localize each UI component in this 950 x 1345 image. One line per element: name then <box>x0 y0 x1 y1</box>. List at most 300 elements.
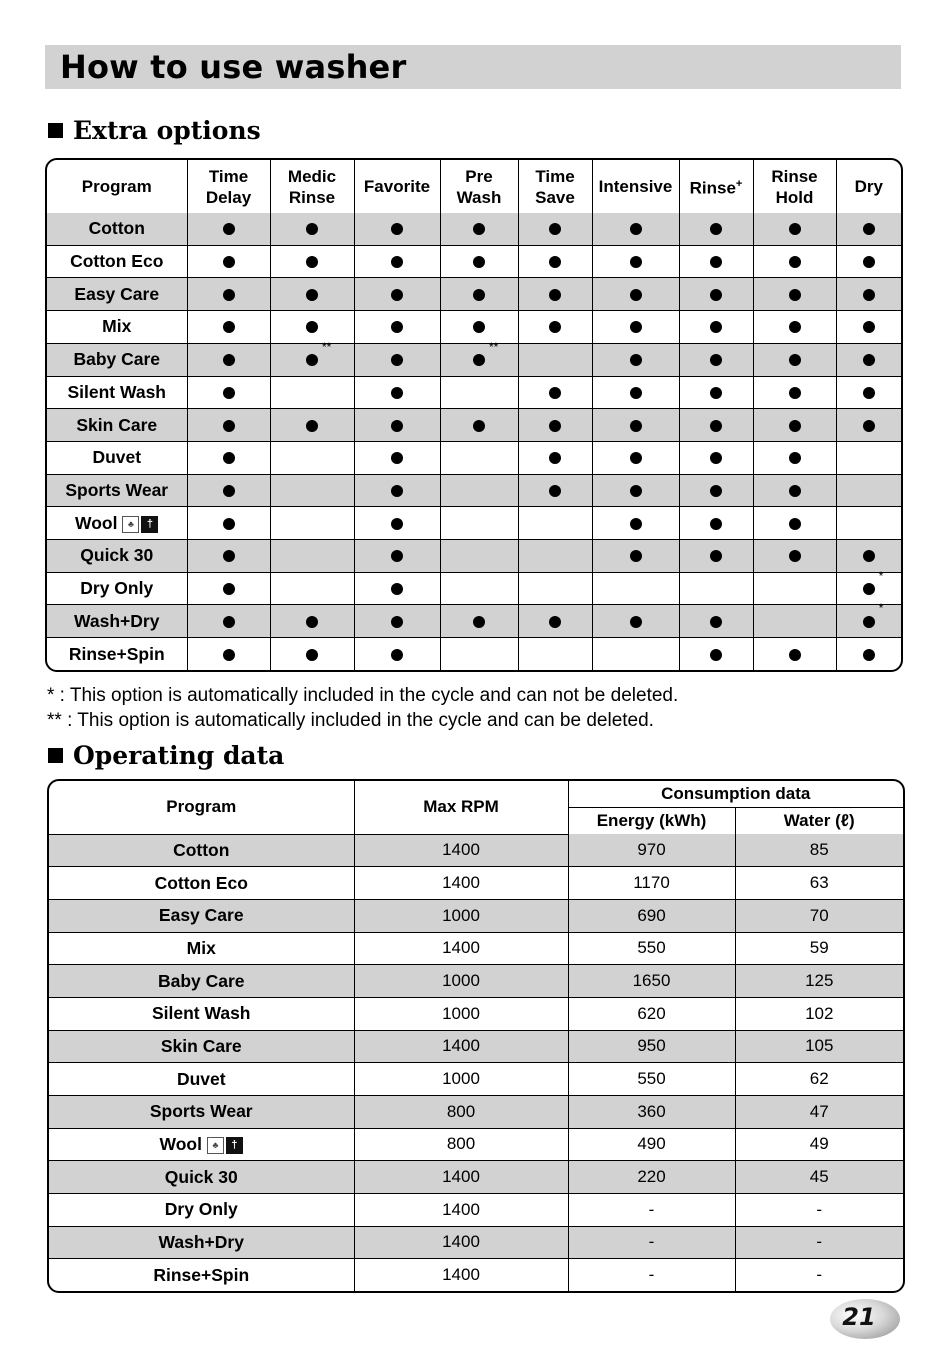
option-cell-time-delay <box>187 474 270 507</box>
footnote-marker: * <box>878 568 884 583</box>
program-name <box>49 1095 354 1128</box>
option-cell-time-delay <box>187 638 270 670</box>
option-cell-dry <box>836 245 901 278</box>
max-rpm-value: 1400 <box>354 1030 568 1063</box>
option-cell-favorite <box>354 311 440 344</box>
option-cell-time-delay <box>187 409 270 442</box>
wool-program-icon <box>207 1137 243 1154</box>
column-header-program: Program <box>47 160 187 213</box>
option-cell-rinse <box>679 245 753 278</box>
energy-value: - <box>568 1259 735 1291</box>
max-rpm-value: 1000 <box>354 1063 568 1096</box>
table-row <box>47 540 901 573</box>
header-water: Water (ℓ) <box>735 808 903 835</box>
program-label: Skin Care <box>76 414 158 435</box>
option-cell-time-delay <box>187 572 270 605</box>
program-name <box>49 1193 354 1226</box>
option-cell-rinse-hold <box>753 441 836 474</box>
option-cell-medic-rinse <box>270 605 354 638</box>
option-cell-rinse <box>679 441 753 474</box>
operating-data-header-row <box>49 781 903 808</box>
option-cell-medic-rinse <box>270 339 354 376</box>
table-row <box>49 1193 903 1226</box>
operating-data-table-box <box>47 779 905 1293</box>
program-label: Cotton Eco <box>70 251 164 272</box>
program-label: Cotton <box>173 839 230 860</box>
option-available-dot-icon <box>549 616 561 628</box>
option-cell-favorite <box>354 213 440 245</box>
water-value: 105 <box>735 1030 903 1063</box>
option-cell-dry <box>836 376 901 409</box>
option-cell-time-save <box>518 605 592 638</box>
option-cell-time-save <box>518 474 592 507</box>
option-available-dot-icon <box>710 649 722 661</box>
option-cell-pre-wash <box>440 278 518 311</box>
program-label: Dry Only <box>164 1199 238 1220</box>
option-available-dot-icon <box>473 256 485 268</box>
option-available-dot-icon <box>863 354 875 366</box>
water-value: - <box>735 1226 903 1259</box>
water-value: 49 <box>735 1128 903 1161</box>
table-row <box>49 1095 903 1128</box>
max-rpm-value: 1400 <box>354 834 568 867</box>
program-name <box>49 1259 354 1291</box>
option-available-dot-icon <box>630 485 642 497</box>
program-label: Cotton Eco <box>154 872 248 893</box>
program-label: Dry Only <box>80 578 154 599</box>
option-cell-intensive <box>592 638 679 670</box>
option-cell-dry <box>836 311 901 344</box>
option-cell-pre-wash <box>440 311 518 344</box>
option-cell-rinse <box>679 638 753 670</box>
option-available-dot-icon <box>710 485 722 497</box>
water-value: 70 <box>735 899 903 932</box>
option-available-dot-icon <box>306 420 318 432</box>
option-available-dot-icon <box>391 452 403 464</box>
max-rpm-value: 1400 <box>354 1226 568 1259</box>
table-row <box>47 376 901 409</box>
extra-options-table-box <box>45 158 903 672</box>
option-available-dot-icon <box>710 518 722 530</box>
option-available-dot-icon <box>223 550 235 562</box>
program-name <box>47 441 187 474</box>
energy-value: 620 <box>568 997 735 1030</box>
option-cell-time-delay <box>187 376 270 409</box>
option-cell-rinse <box>679 605 753 638</box>
option-available-dot-icon <box>630 616 642 628</box>
wool-basin-icon: ♣ <box>207 1137 224 1154</box>
option-available-dot-icon <box>223 223 235 235</box>
program-label: Wash+Dry <box>158 1231 244 1252</box>
option-available-dot-icon <box>223 583 235 595</box>
option-available-dot-icon <box>306 649 318 661</box>
page-number-badge <box>826 1297 904 1341</box>
option-available-dot-icon <box>306 256 318 268</box>
option-cell-medic-rinse <box>270 572 354 605</box>
option-cell-rinse-hold <box>753 572 836 605</box>
option-cell-intensive <box>592 409 679 442</box>
option-cell-rinse-hold <box>753 605 836 638</box>
option-cell-rinse <box>679 409 753 442</box>
option-cell-rinse <box>679 572 753 605</box>
option-cell-medic-rinse <box>270 540 354 573</box>
energy-value: - <box>568 1226 735 1259</box>
water-value: 59 <box>735 932 903 965</box>
table-row <box>47 474 901 507</box>
option-cell-rinse <box>679 507 753 540</box>
energy-value: 550 <box>568 932 735 965</box>
option-cell-medic-rinse <box>270 311 354 344</box>
program-label: Wash+Dry <box>74 610 160 631</box>
extra-options-title: Extra options <box>73 116 261 145</box>
option-available-dot-icon <box>630 354 642 366</box>
option-cell-time-save <box>518 540 592 573</box>
option-cell-medic-rinse <box>270 376 354 409</box>
option-available-dot-icon <box>391 583 403 595</box>
option-available-dot-icon <box>391 550 403 562</box>
option-available-dot-icon <box>549 223 561 235</box>
option-available-dot-icon <box>549 321 561 333</box>
table-row <box>49 997 903 1030</box>
option-cell-favorite <box>354 278 440 311</box>
option-cell-time-save <box>518 278 592 311</box>
option-cell-intensive <box>592 572 679 605</box>
option-available-dot-icon <box>789 518 801 530</box>
option-cell-pre-wash <box>440 638 518 670</box>
option-available-dot-icon <box>710 387 722 399</box>
option-cell-time-save <box>518 507 592 540</box>
option-available-dot-icon <box>549 452 561 464</box>
page-title: How to use washer <box>60 48 407 86</box>
option-available-dot-icon <box>710 452 722 464</box>
energy-value: 690 <box>568 899 735 932</box>
footnote-marker: ** <box>489 339 499 354</box>
energy-value: 950 <box>568 1030 735 1063</box>
option-cell-dry <box>836 601 901 638</box>
option-cell-intensive <box>592 245 679 278</box>
program-label: Quick 30 <box>164 1166 238 1187</box>
option-available-dot-icon <box>710 420 722 432</box>
option-cell-rinse-hold <box>753 278 836 311</box>
footnote-double-star: ** : This option is automatically included in the cycle and can be deleted. <box>47 710 654 731</box>
option-cell-medic-rinse <box>270 245 354 278</box>
option-available-dot-icon <box>391 387 403 399</box>
option-cell-pre-wash <box>440 339 518 376</box>
option-cell-rinse <box>679 213 753 245</box>
program-name <box>47 376 187 409</box>
option-cell-rinse-hold <box>753 245 836 278</box>
option-cell-dry <box>836 638 901 670</box>
option-available-dot-icon <box>710 550 722 562</box>
option-available-dot-icon <box>789 649 801 661</box>
option-cell-rinse-hold <box>753 474 836 507</box>
option-cell-time-save <box>518 409 592 442</box>
option-available-dot-icon <box>306 354 318 366</box>
energy-value: 550 <box>568 1063 735 1096</box>
option-available-dot-icon <box>789 256 801 268</box>
option-available-dot-icon <box>789 387 801 399</box>
option-available-dot-icon <box>789 550 801 562</box>
program-label: Silent Wash <box>67 381 167 402</box>
program-name <box>49 1063 354 1096</box>
option-available-dot-icon <box>549 289 561 301</box>
option-available-dot-icon <box>630 321 642 333</box>
option-cell-time-delay <box>187 605 270 638</box>
option-cell-intensive <box>592 343 679 376</box>
program-name <box>47 213 187 245</box>
option-available-dot-icon <box>863 387 875 399</box>
footnote-marker: ** <box>322 339 332 354</box>
table-row <box>49 1226 903 1259</box>
option-cell-intensive <box>592 278 679 311</box>
water-value: 125 <box>735 965 903 998</box>
option-available-dot-icon <box>710 223 722 235</box>
option-cell-intensive <box>592 507 679 540</box>
program-label: Quick 30 <box>80 545 154 566</box>
option-cell-medic-rinse <box>270 507 354 540</box>
option-cell-rinse <box>679 474 753 507</box>
option-cell-dry <box>836 213 901 245</box>
option-cell-intensive <box>592 605 679 638</box>
program-label: Easy Care <box>158 905 244 926</box>
table-row <box>49 1030 903 1063</box>
option-available-dot-icon <box>391 518 403 530</box>
program-name <box>49 932 354 965</box>
option-available-dot-icon <box>863 616 875 628</box>
program-name <box>49 1030 354 1063</box>
max-rpm-value: 800 <box>354 1095 568 1128</box>
option-available-dot-icon <box>789 485 801 497</box>
option-cell-pre-wash <box>440 540 518 573</box>
option-cell-pre-wash <box>440 605 518 638</box>
option-available-dot-icon <box>863 550 875 562</box>
option-available-dot-icon <box>630 452 642 464</box>
option-cell-intensive <box>592 540 679 573</box>
option-cell-time-save <box>518 311 592 344</box>
option-cell-time-save <box>518 213 592 245</box>
option-cell-favorite <box>354 409 440 442</box>
option-cell-pre-wash <box>440 409 518 442</box>
program-name <box>47 605 187 638</box>
max-rpm-value: 1000 <box>354 965 568 998</box>
option-cell-medic-rinse <box>270 409 354 442</box>
option-cell-medic-rinse <box>270 278 354 311</box>
option-cell-time-delay <box>187 311 270 344</box>
option-available-dot-icon <box>473 616 485 628</box>
program-name <box>47 638 187 670</box>
option-available-dot-icon <box>789 289 801 301</box>
option-available-dot-icon <box>863 321 875 333</box>
option-available-dot-icon <box>710 256 722 268</box>
option-available-dot-icon <box>863 223 875 235</box>
water-value: 85 <box>735 834 903 867</box>
table-row <box>49 899 903 932</box>
program-name <box>49 1226 354 1259</box>
option-available-dot-icon <box>863 649 875 661</box>
option-cell-rinse <box>679 343 753 376</box>
option-cell-rinse-hold <box>753 540 836 573</box>
option-cell-dry <box>836 441 901 474</box>
option-cell-pre-wash <box>440 474 518 507</box>
option-available-dot-icon <box>789 420 801 432</box>
option-available-dot-icon <box>473 354 485 366</box>
option-available-dot-icon <box>306 289 318 301</box>
option-available-dot-icon <box>630 420 642 432</box>
water-value: 62 <box>735 1063 903 1096</box>
option-cell-favorite <box>354 343 440 376</box>
option-cell-rinse <box>679 278 753 311</box>
option-cell-favorite <box>354 507 440 540</box>
program-label: Sports Wear <box>65 479 169 500</box>
option-available-dot-icon <box>863 256 875 268</box>
option-available-dot-icon <box>391 256 403 268</box>
wool-basin-icon: ♣ <box>122 516 139 533</box>
option-available-dot-icon <box>223 420 235 432</box>
footnotes <box>47 683 678 733</box>
wool-hand-wash-icon: † <box>226 1137 243 1154</box>
program-label: Mix <box>186 937 216 958</box>
operating-data-table <box>49 781 903 1291</box>
program-name <box>47 572 187 605</box>
option-cell-time-save <box>518 376 592 409</box>
option-cell-rinse <box>679 376 753 409</box>
option-cell-rinse-hold <box>753 213 836 245</box>
table-row <box>47 343 901 376</box>
energy-value: 1170 <box>568 867 735 900</box>
max-rpm-value: 1400 <box>354 1259 568 1291</box>
program-name <box>47 474 187 507</box>
option-available-dot-icon <box>863 289 875 301</box>
column-header-rinse-hold: Rinse Hold <box>753 160 836 213</box>
column-header-intensive: Intensive <box>592 160 679 213</box>
header-program: Program <box>49 781 354 834</box>
option-cell-intensive <box>592 311 679 344</box>
energy-value: 970 <box>568 834 735 867</box>
water-value: 63 <box>735 867 903 900</box>
header-consumption-data: Consumption data <box>568 781 903 808</box>
column-header-dry: Dry <box>836 160 901 213</box>
option-cell-time-save <box>518 343 592 376</box>
max-rpm-value: 1400 <box>354 1161 568 1194</box>
option-cell-time-save <box>518 245 592 278</box>
program-name <box>47 343 187 376</box>
option-available-dot-icon <box>630 387 642 399</box>
option-available-dot-icon <box>710 289 722 301</box>
energy-value: 360 <box>568 1095 735 1128</box>
program-name <box>47 245 187 278</box>
option-available-dot-icon <box>223 518 235 530</box>
option-available-dot-icon <box>391 223 403 235</box>
table-row <box>47 507 901 540</box>
option-available-dot-icon <box>789 223 801 235</box>
program-name <box>49 899 354 932</box>
option-available-dot-icon <box>391 354 403 366</box>
option-available-dot-icon <box>863 583 875 595</box>
program-name <box>47 507 187 540</box>
option-available-dot-icon <box>630 518 642 530</box>
option-available-dot-icon <box>789 354 801 366</box>
square-bullet-icon <box>48 123 63 138</box>
option-available-dot-icon <box>473 289 485 301</box>
option-available-dot-icon <box>306 321 318 333</box>
option-available-dot-icon <box>549 256 561 268</box>
option-cell-dry <box>836 568 901 605</box>
option-available-dot-icon <box>630 223 642 235</box>
option-cell-medic-rinse <box>270 638 354 670</box>
option-cell-time-delay <box>187 213 270 245</box>
page-number: 21 <box>842 1303 876 1331</box>
option-cell-intensive <box>592 441 679 474</box>
option-available-dot-icon <box>630 256 642 268</box>
water-value: 45 <box>735 1161 903 1194</box>
footnote-single-star: * : This option is automatically included in the cycle and can not be deleted. <box>47 685 679 706</box>
table-row <box>47 278 901 311</box>
program-label: Sports Wear <box>149 1101 253 1122</box>
table-row <box>47 213 901 245</box>
energy-value: 490 <box>568 1128 735 1161</box>
option-cell-intensive <box>592 376 679 409</box>
program-name <box>49 1161 354 1194</box>
option-available-dot-icon <box>630 289 642 301</box>
option-available-dot-icon <box>863 420 875 432</box>
table-row <box>49 1128 903 1161</box>
extra-options-header-row <box>47 160 901 213</box>
option-cell-dry <box>836 343 901 376</box>
program-name <box>49 997 354 1030</box>
option-available-dot-icon <box>549 387 561 399</box>
table-row <box>49 834 903 867</box>
option-available-dot-icon <box>391 420 403 432</box>
option-cell-time-delay <box>187 507 270 540</box>
option-available-dot-icon <box>306 223 318 235</box>
footnote-marker: * <box>878 601 884 616</box>
program-label: Wool <box>75 512 118 533</box>
square-bullet-icon <box>48 748 63 763</box>
program-label: Cotton <box>88 218 145 239</box>
table-row <box>47 441 901 474</box>
option-available-dot-icon <box>223 616 235 628</box>
table-row <box>47 572 901 605</box>
option-cell-rinse-hold <box>753 311 836 344</box>
option-available-dot-icon <box>306 616 318 628</box>
option-cell-favorite <box>354 474 440 507</box>
program-label: Skin Care <box>160 1035 242 1056</box>
option-cell-rinse-hold <box>753 376 836 409</box>
option-cell-dry <box>836 409 901 442</box>
program-label: Duvet <box>176 1068 226 1089</box>
program-name <box>47 311 187 344</box>
table-row <box>49 867 903 900</box>
option-cell-medic-rinse <box>270 213 354 245</box>
option-available-dot-icon <box>710 616 722 628</box>
program-label: Rinse+Spin <box>68 643 165 664</box>
table-row <box>47 605 901 638</box>
program-name <box>49 1128 354 1161</box>
option-cell-pre-wash <box>440 572 518 605</box>
option-cell-intensive <box>592 474 679 507</box>
option-cell-time-delay <box>187 540 270 573</box>
energy-value: - <box>568 1193 735 1226</box>
header-max-rpm: Max RPM <box>354 781 568 834</box>
table-row <box>49 965 903 998</box>
table-row <box>49 1063 903 1096</box>
option-available-dot-icon <box>223 321 235 333</box>
option-available-dot-icon <box>710 321 722 333</box>
program-label: Mix <box>102 316 132 337</box>
option-available-dot-icon <box>789 452 801 464</box>
option-cell-rinse <box>679 540 753 573</box>
max-rpm-value: 1000 <box>354 899 568 932</box>
